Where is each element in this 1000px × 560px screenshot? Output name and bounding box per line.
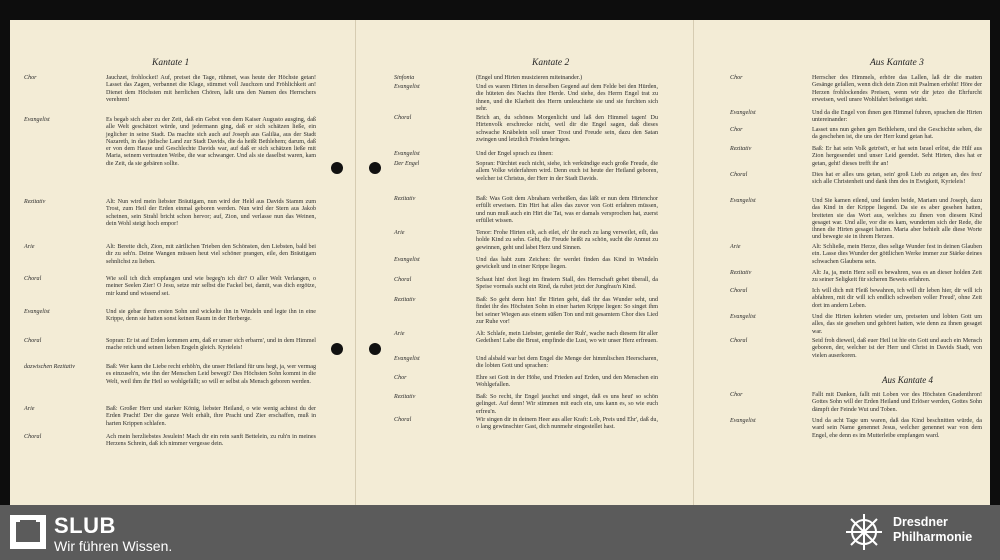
libretto-text: Baß: Großer Herr und starker König, liebster Heiland, o wie wenig achtest du der Erden Pracht! Der die ganze Welt erhält, ihre Pracht und Zier erschaffen, muß in harten Krippen schlafen.	[106, 406, 316, 427]
voice-label: Evangelist	[394, 151, 420, 157]
voice-label: Evangelist	[730, 198, 756, 204]
slub-tagline: Wir führen Wissen.	[54, 538, 173, 554]
philharmonie-line1: Dresdner	[893, 515, 948, 529]
libretto-text: Und da die Engel von ihnen gen Himmel fuhren, sprachen die Hirten untereinander:	[812, 110, 982, 124]
philharmonie-line2: Philharmonie	[893, 530, 973, 544]
voice-label: Rezitativ	[24, 199, 46, 205]
voice-label: Arie	[394, 230, 405, 236]
voice-label: Sinfonia	[394, 75, 415, 81]
voice-label: Chor	[394, 375, 407, 381]
voice-label: Choral	[24, 338, 42, 344]
libretto-text: Sopran: Fürchtet euch nicht, siehe, ich verkündige euch große Freude, die allem Volke widerfahren wird. Denn euch ist heute der Heiland geboren, welcher ist Christus, der Herr in der Stadt Davids.	[476, 161, 658, 182]
libretto-text: Und da acht Tage um waren, daß das Kind beschnitten würde, da ward sein Name genennet Jesus, welcher genennet war von dem Engel, ehe denn es im Mutterleibe empfangen ward.	[812, 418, 982, 439]
libretto-text: Sopran: Er ist auf Erden kommen arm, daß er unser sich erbarm', und in dem Himmel mache reich und seinen lieben Engeln gleich. Kyrieleis!	[106, 338, 316, 352]
libretto-text: Es begab sich aber zu der Zeit, daß ein Gebot von dem Kaiser Augusto ausging, daß alle Welt geschätzet würde, und jedermann ging, daß er sich schätzen ließe, ein jeglicher in seine Stadt. Da machte sich auch auf Joseph aus Galiläa, aus der Stadt Nazareth, in das jüdische Land zur Stadt Davids, die da heißt Bethlehem; darum, daß er von dem Hause und Geschlechte Davids war, auf daß er sich schätzen ließe mit Maria, seinem vertrauten Weibe, die war schwanger. Und als sie daselbst waren, kam die Zeit, da sie gebären sollte.	[106, 117, 316, 167]
voice-label: Evangelist	[24, 309, 50, 315]
libretto-text: Und es waren Hirten in derselben Gegend auf dem Felde bei den Hürden, die hüteten des Nachts ihre Herde. Und siehe, des Herrn Engel trat zu ihnen, und die Klarheit des Herrn umleuchtete sie und sie furchten sich sehr.	[476, 84, 658, 112]
voice-label: Arie	[394, 331, 405, 337]
libretto-text: Lasset uns nun gehen gen Bethlehem, und die Geschichte sehen, die da geschehen ist, die uns der Herr kund getan hat.	[812, 127, 982, 141]
voice-label: Evangelist	[394, 356, 420, 362]
punch-hole	[369, 162, 381, 174]
libretto-text: Baß: Er hat sein Volk getröst't, er hat sein Israel erlöst, die Hilf aus Zion hergesendet und unser Leid geendet. Seht Hirten, dies hat er getan, geht! dieses trefft ihr an!	[812, 146, 982, 167]
libretto-text: Ich will dich mit Fleiß bewahren, ich will dir leben hier, dir will ich abfahren, mit dir will ich endlich schweben voller Freud', ohne Zeit dort im andern Leben.	[812, 288, 982, 309]
panel-kantate-1	[24, 20, 316, 505]
libretto-text: Baß: Was Gott dem Abraham verheißen, das läßt er nun dem Hirtenchor erfüllt erweisen. Ein Hirt hat alles das zuvor von Gott erfahren müssen, und nun muß auch ein Hirt die Tat, was er damals versprochen hat, zuerst erfüllet wissen.	[476, 196, 658, 224]
libretto-text: Ehre sei Gott in der Höhe, und Frieden auf Erden, und den Menschen ein Wohlgefallen.	[476, 375, 658, 389]
libretto-text: Und das habt zum Zeichen: ihr werdet finden das Kind in Windeln gewickelt und in einer Krippe liegen.	[476, 257, 658, 271]
philharmonie-logo-icon	[843, 511, 885, 553]
cantata-title: Aus Kantate 3	[870, 58, 924, 68]
voice-label: Chor	[730, 392, 743, 398]
fold-line	[693, 20, 694, 505]
libretto-text: Alt: Bereite dich, Zion, mit zärtlichen Trieben den Schönsten, den Liebsten, bald bei dir zu seh'n. Deine Wangen müssen heut viel schöner prangen, eile, den Bräutigam sehnlichst zu lieben.	[106, 244, 316, 265]
voice-label: Rezitativ	[730, 146, 752, 152]
voice-label: Arie	[24, 244, 35, 250]
libretto-text: Und Sie kamen eilend, und fanden beide, Mariam und Joseph, dazu das Kind in der Krippe liegend. Da sie es aber gesehen hatten, breiteten sie das Wort aus, welches zu ihnen von diesem Kind gesaget war. Und alle, vor die es kam, wunderten sich der Rede, die ihnen die Hirten gesaget hatten. Maria aber behielt alle diese Worte und bewegte sie in ihrem Herzen.	[812, 198, 982, 241]
libretto-text: Jauchzet, frohlocket! Auf, preiset die Tage, rühmet, was heute der Höchste getan! Lasset das Zagen, verbannet die Klage, stimmet voll Jauchzen und Fröhlichkeit an! Dienet dem Höchsten mit herrlichen Chören, laßt uns den Namen des Herrschers verehren!	[106, 75, 316, 103]
panel-kantate-2	[394, 20, 658, 505]
voice-label: Rezitativ	[394, 394, 416, 400]
fold-line	[355, 20, 356, 505]
libretto-text: (Engel und Hirten musizieren miteinander.)	[476, 75, 583, 81]
voice-label: Der Engel	[394, 161, 420, 167]
voice-label: dazwischen Rezitativ	[24, 364, 75, 370]
libretto-text: Herrscher des Himmels, erhöre das Lallen, laß dir die matten Gesänge gefallen, wenn dich dein Zion mit Psalmen erhöht! Höre der Herzen frohlockendes Preisen, wenn wir dir jetzo die Ehrfurcht erweisen, weil unsre Wohlfahrt befestiget steht.	[812, 75, 982, 103]
voice-label: Choral	[394, 417, 412, 423]
voice-label: Arie	[730, 244, 741, 250]
voice-label: Choral	[730, 288, 748, 294]
libretto-text: Und alsbald war bei dem Engel die Menge der himmlischen Heerscharen, die lobten Gott und sprachen:	[476, 356, 658, 370]
voice-label: Evangelist	[24, 117, 50, 123]
punch-hole	[331, 343, 343, 355]
voice-label: Arie	[24, 406, 35, 412]
libretto-text: Und die Hirten kehrten wieder um, preiseten und lobten Gott um alles, das sie gesehen und gehöret hatten, wie denn zu ihnen gesaget war.	[812, 314, 982, 335]
libretto-text: Alt: Ja, ja, mein Herz soll es bewahren, was es an dieser holden Zeit zu seiner Seligkeit für sicheren Beweis erfahren.	[812, 270, 982, 284]
voice-label: Evangelist	[730, 314, 756, 320]
libretto-text: Alt: Schlafe, mein Liebster, genieße der Ruh', wache nach diesem für aller Gedeihen! Labe die Brust, empfinde die Lust, wo wir unser Herz erfreuen.	[476, 331, 658, 345]
voice-label: Choral	[394, 115, 412, 121]
voice-label: Chor	[24, 75, 37, 81]
libretto-text: Baß: So geht denn hin! Ihr Hirten geht, daß ihr das Wunder seht, und findet ihr des Höchsten Sohn in einer harten Krippe liegen: So singet ihm bei seiner Wiegen aus einem süßen Ton und mit gesamtem Chor dies Lied zur Ruhe vor!	[476, 297, 658, 325]
punch-hole	[331, 162, 343, 174]
libretto-text: Dies hat er alles uns getan, sein' groß Lieb zu zeigen an, des freu' sich alle Christenheit und dank ihm des in Ewigkeit, Kyrieleis!	[812, 172, 982, 186]
libretto-text: Baß: So recht, ihr Engel jauchzt und singet, daß es uns heut' so schön gelinget. Auf denn! Wir stimmen mit euch ein, uns kann es, so wie euch erfreu'n.	[476, 394, 658, 415]
footer-bar	[0, 505, 1000, 560]
libretto-text: Ach mein herzliebstes Jesulein! Mach dir ein rein sanft Bettelein, zu ruh'n in meines Herzens Schrein, daß ich nimmer vergesse dein.	[106, 434, 316, 448]
program-sheet	[10, 20, 990, 505]
punch-hole	[369, 343, 381, 355]
cantata-title: Kantate 1	[152, 58, 190, 68]
voice-label: Choral	[730, 172, 748, 178]
voice-label: Rezitativ	[394, 196, 416, 202]
cantata-title: Kantate 2	[532, 58, 570, 68]
voice-label: Choral	[24, 276, 42, 282]
voice-label: Choral	[730, 338, 748, 344]
slub-logo-icon	[10, 515, 46, 549]
panel-kantate-3-4	[730, 20, 982, 505]
voice-label: Evangelist	[394, 84, 420, 90]
libretto-text: Brich an, du schönes Morgenlicht und laß den Himmel tagen! Du Hirtenvolk erschrecke nicht, weil dir die Engel sagen, daß dieses schwache Knäbelein soll unser Trost und Freude sein, dazu den Satan zwingen und letztlich Frieden bringen.	[476, 115, 658, 143]
libretto-text: Tenor: Frohe Hirten eilt, ach eilet, eh' ihr euch zu lang verweilet, eilt, das holde Kind zu sehn. Geht, die Freude heißt zu schön, sucht die Anmut zu gewinnen, geht und labet Herz und Sinnen.	[476, 230, 658, 251]
voice-label: Chor	[730, 75, 743, 81]
libretto-text: Alt: Nun wird mein liebster Bräutigam, nun wird der Held aus Davids Stamm zum Trost, zum Heil der Erden einmal geboren werden. Nun wird der Stern aus Jakob scheinen, sein Strahl bricht schon hervor; auf, Zion, und verlasse nun das Weinen, dein Wohl steigt hoch empor!	[106, 199, 316, 227]
voice-label: Evangelist	[394, 257, 420, 263]
voice-label: Rezitativ	[730, 270, 752, 276]
voice-label: Chor	[730, 127, 743, 133]
cantata-title: Aus Kantate 4	[882, 375, 933, 385]
libretto-text: Schaut hin! dort liegt im finstern Stall, des Herrschaft gehet überall, da Speise vormals sucht ein Rind, da ruhet jetzt der Jungfrau'n Kind.	[476, 277, 658, 291]
libretto-text: Wie soll ich dich empfangen und wie begeg'n ich dir? O aller Welt Verlangen, o meiner Seelen Zier! O Jesu, setze mir selbst die Fackel bei, damit, was dich ergötze, mir kund und wissend sei.	[106, 276, 316, 297]
libretto-text: Wir singen dir in deinem Heer aus aller Kraft: Lob, Preis und Ehr', daß du, o lang gewünschter Gast, dich nunmehr eingestellet hast.	[476, 417, 658, 431]
slub-title: SLUB	[54, 513, 116, 538]
voice-label: Evangelist	[730, 418, 756, 424]
libretto-text: Seid froh dieweil, daß euer Heil ist hie ein Gott und auch ein Mensch geboren, der, welcher ist der Herr und Christ in Davids Stadt, von vielen auserkoren.	[812, 338, 982, 359]
libretto-text: Alt: Schließe, mein Herze, dies selige Wunder fest in deinen Glauben ein. Lasse dies Wunder der göttlichen Werke immer zur Stärke deines schwachen Glaubens sein.	[812, 244, 982, 265]
libretto-text: Und sie gebar ihren ersten Sohn und wickelte ihn in Windeln und legte ihn in eine Krippe, denn sie hatten sonst keinen Raum in der Herberge.	[106, 309, 316, 323]
voice-label: Choral	[24, 434, 42, 440]
philharmonie-name	[893, 515, 972, 545]
voice-label: Evangelist	[730, 110, 756, 116]
voice-label: Choral	[394, 277, 412, 283]
voice-label: Rezitativ	[394, 297, 416, 303]
libretto-text: Fallt mit Danken, fallt mit Loben vor des Höchsten Gnadenthron! Gottes Sohn will der Erden Heiland und Erlöser werden, Gottes Sohn dämpft der Feinde Wut und Toben.	[812, 392, 982, 413]
libretto-text: Und der Engel sprach zu ihnen:	[476, 151, 553, 157]
libretto-text: Baß: Wer kann die Liebe recht erhöh'n, die unser Heiland für uns hegt, ja, wer vermag es einzuseh'n, wie ihn der Menschen Leid bewegt? Des Höchsten Sohn kommt in die Welt, weil ihm ihr Heil so wohlgefällt; so will er selbst als Mensch geboren werden.	[106, 364, 316, 385]
